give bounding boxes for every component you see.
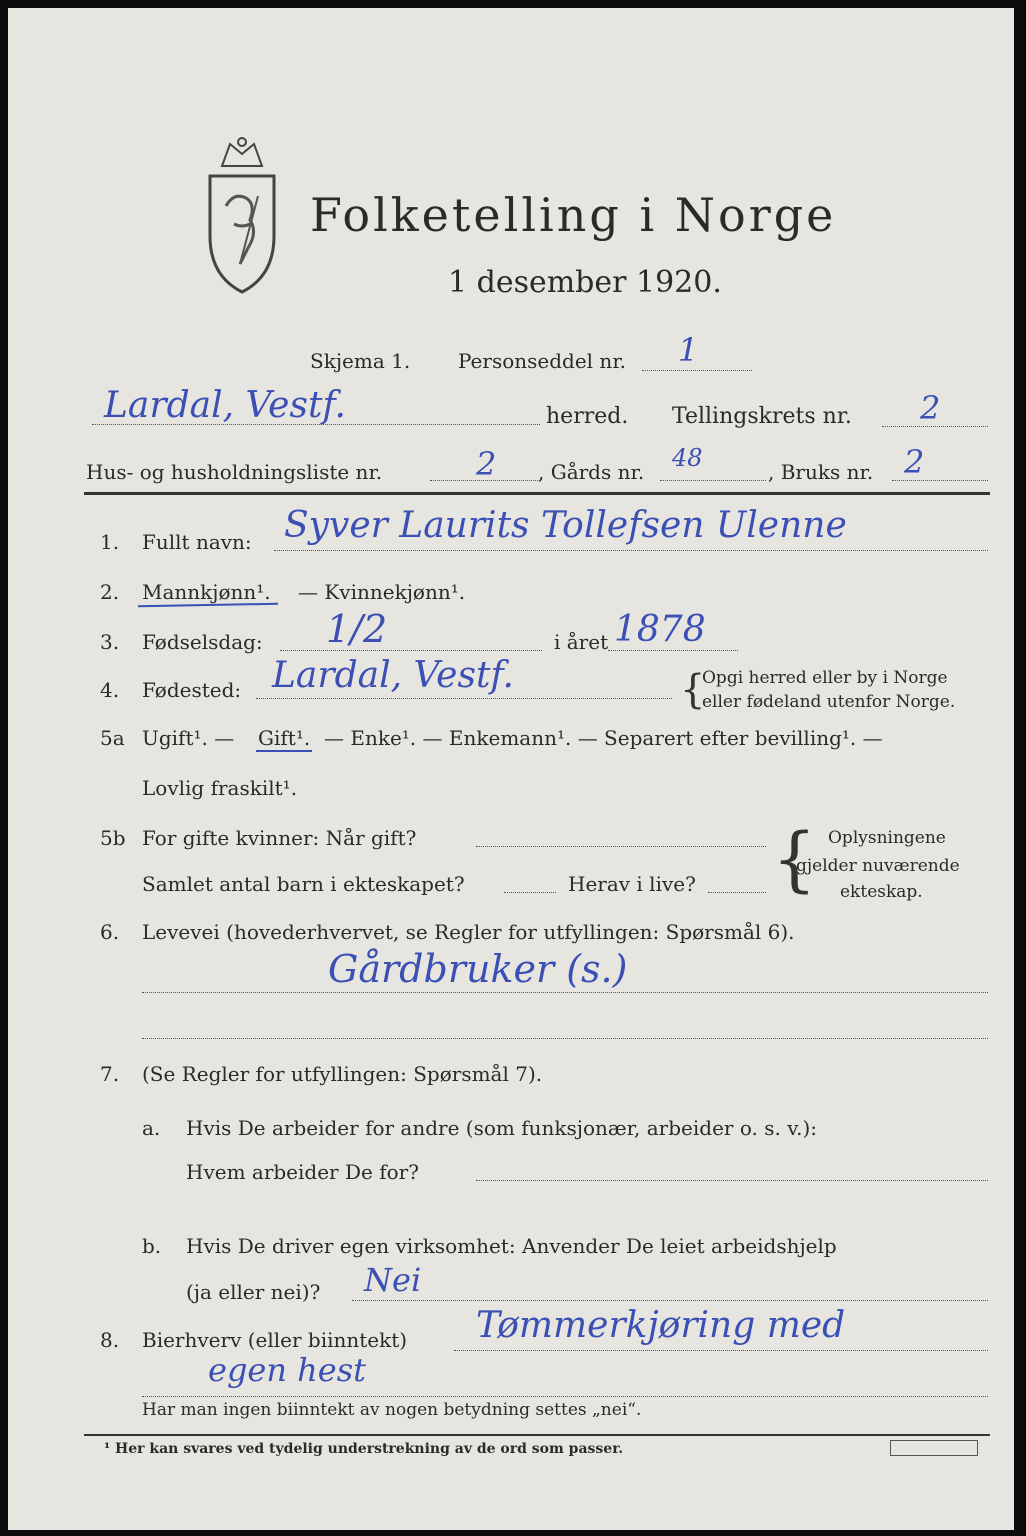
q3-label: Fødselsdag: bbox=[142, 630, 263, 654]
personseddel-label: Personseddel nr. bbox=[458, 349, 627, 373]
q5b-number: 5b bbox=[100, 826, 126, 850]
q3-aret-line bbox=[608, 650, 738, 651]
q1-label: Fullt navn: bbox=[142, 530, 252, 554]
q3-number: 3. bbox=[100, 630, 120, 654]
q7a-label-1: Hvis De arbeider for andre (som funksjonær, arbeider o. s. v.): bbox=[186, 1116, 818, 1140]
q5a-line2: Lovlig fraskilt¹. bbox=[142, 776, 298, 800]
q5a-gift: Gift¹. bbox=[258, 726, 311, 750]
q7a-line bbox=[476, 1180, 988, 1181]
q8-label: Bierhverv (eller biinntekt) bbox=[142, 1328, 408, 1352]
hus-value: 2 bbox=[476, 445, 497, 483]
q4-note-2: eller fødeland utenfor Norge. bbox=[702, 692, 956, 712]
q5b-brace: { bbox=[772, 818, 817, 900]
q1-value: Syver Laurits Tollefsen Ulenne bbox=[284, 505, 847, 546]
q2-rest: — Kvinnekjønn¹. bbox=[298, 580, 466, 604]
bruks-value: 2 bbox=[904, 443, 925, 481]
skjema-label: Skjema 1. bbox=[310, 349, 411, 373]
q3-line bbox=[280, 650, 542, 651]
herred-label: herred. bbox=[546, 404, 629, 429]
q5b-note-2: gjelder nuværende bbox=[796, 856, 960, 876]
q7a-number: a. bbox=[142, 1116, 161, 1140]
footnote: ¹ Her kan svares ved tydelig understrekning av de ord som passer. bbox=[104, 1441, 624, 1457]
printer-stamp bbox=[890, 1440, 978, 1456]
q8-line-2 bbox=[142, 1396, 988, 1397]
q4-number: 4. bbox=[100, 678, 120, 702]
q4-value: Lardal, Vestf. bbox=[272, 655, 514, 696]
q5b-note-3: ekteskap. bbox=[840, 882, 923, 902]
q7-label: (Se Regler for utfyllingen: Spørsmål 7). bbox=[142, 1062, 543, 1086]
q5b-note-1: Oplysningene bbox=[828, 828, 946, 848]
personseddel-line bbox=[642, 370, 752, 371]
coat-of-arms-icon bbox=[200, 136, 284, 296]
q5b-label-3: Herav i live? bbox=[568, 872, 696, 896]
q8-number: 8. bbox=[100, 1328, 120, 1352]
q1-line bbox=[274, 550, 988, 551]
q5b-label-2: Samlet antal barn i ekteskapet? bbox=[142, 872, 465, 896]
q7b-value: Nei bbox=[364, 1261, 422, 1299]
q5a-number: 5a bbox=[100, 726, 125, 750]
q5a-rest: — Enke¹. — Enkemann¹. — Separert efter bevilling¹. — bbox=[324, 726, 883, 750]
q5b-line-1 bbox=[476, 846, 766, 847]
section-divider bbox=[84, 492, 990, 495]
q4-label: Fødested: bbox=[142, 678, 242, 702]
q3-aret-label: i året bbox=[554, 630, 609, 654]
q7b-label-2: (ja eller nei)? bbox=[186, 1280, 321, 1304]
form-title: Folketelling i Norge bbox=[310, 188, 837, 242]
footer-note: Har man ingen biinntekt av nogen betydning settes „nei“. bbox=[142, 1400, 642, 1420]
q2-mann: Mannkjønn¹. bbox=[142, 580, 271, 604]
q4-brace: { bbox=[680, 667, 706, 713]
tellingskrets-value: 2 bbox=[920, 389, 941, 427]
herred-value: Lardal, Vestf. bbox=[104, 385, 346, 426]
q7-number: 7. bbox=[100, 1062, 120, 1086]
q6-line-2 bbox=[142, 1038, 988, 1039]
q8-line-1 bbox=[454, 1350, 988, 1351]
q6-value: Gårdbruker (s.) bbox=[328, 947, 628, 991]
hus-label: Hus- og husholdningsliste nr. bbox=[86, 460, 383, 484]
q5b-label-1: For gifte kvinner: Når gift? bbox=[142, 826, 417, 850]
q7b-label-1: Hvis De driver egen virksomhet: Anvender De leiet arbeidshjelp bbox=[186, 1234, 837, 1258]
q6-line-1 bbox=[142, 992, 988, 993]
gards-line bbox=[660, 480, 766, 481]
census-date: 1 desember 1920. bbox=[448, 265, 722, 300]
q5a-ugift: Ugift¹. — bbox=[142, 726, 235, 750]
bruks-label: , Bruks nr. bbox=[768, 460, 874, 484]
q3-value: 1/2 bbox=[326, 607, 388, 651]
gards-label: , Gårds nr. bbox=[538, 460, 645, 484]
q7b-line bbox=[352, 1300, 988, 1301]
q8-value-1: Tømmerkjøring med bbox=[476, 1305, 846, 1346]
q4-note-1: Opgi herred eller by i Norge bbox=[702, 668, 948, 688]
q4-line bbox=[256, 698, 672, 699]
census-form bbox=[8, 8, 1014, 1530]
q1-number: 1. bbox=[100, 530, 120, 554]
q6-number: 6. bbox=[100, 920, 120, 944]
q6-label: Levevei (hovederhvervet, se Regler for utfyllingen: Spørsmål 6). bbox=[142, 920, 795, 944]
personseddel-value: 1 bbox=[678, 331, 699, 369]
q8-value-2: egen hest bbox=[208, 1351, 366, 1389]
q3-aret-value: 1878 bbox=[614, 609, 706, 650]
q5b-line-3 bbox=[708, 892, 766, 893]
q7b-number: b. bbox=[142, 1234, 162, 1258]
gift-underline bbox=[256, 750, 312, 752]
gards-value: 48 bbox=[672, 444, 703, 472]
tellingskrets-label: Tellingskrets nr. bbox=[672, 404, 852, 429]
q2-number: 2. bbox=[100, 580, 120, 604]
q7a-label-2: Hvem arbeider De for? bbox=[186, 1160, 419, 1184]
footer-divider bbox=[84, 1434, 990, 1436]
q5b-line-2 bbox=[504, 892, 556, 893]
